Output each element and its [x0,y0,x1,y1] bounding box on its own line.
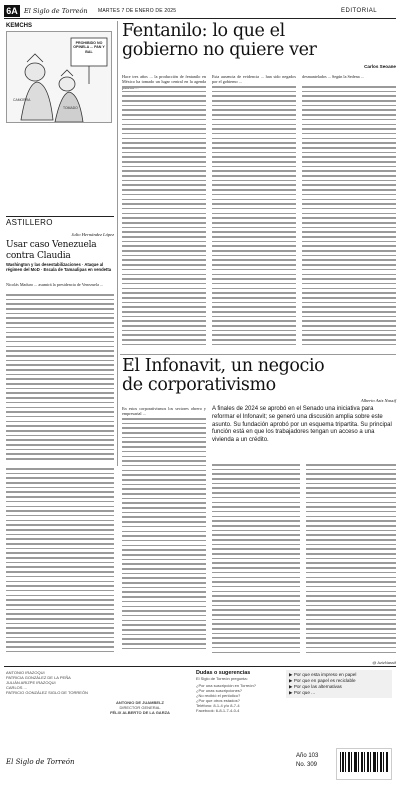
body-text: Esta ausencia de evidencia ... han sido negados por el gobierno ... [212,74,296,85]
section-rule [120,354,396,355]
recycling-text: Por que en papel es reciclable [293,678,356,683]
recycling-text: Por que las alternativas [293,684,342,689]
body-text-lines [122,418,206,654]
staff-name: ANTONIO IRAZOQUI [6,670,45,675]
article-author: Julio Hernández López [71,232,114,237]
contact-box [196,670,280,713]
body-text: desmantelados ... Según la Sedena ... [302,74,364,79]
article-body-column [6,282,114,294]
cartoon-sign-text: PROHIBIDO NO OPINELA ... PAN Y BAL [73,41,105,54]
issue-date: MARTES 7 DE ENERO DE 2025 [98,8,177,14]
column-divider [117,21,118,466]
contact-item: Teléfono: 8-1-4 y/o 8-7-4 [196,703,240,708]
staff-name: JULIÁN ARIZPE IRAZOQUI [6,680,56,685]
column-name-astillero: ASTILLERO [6,218,53,227]
recycling-item: ▶ Por que esta impreso en papel [289,672,357,677]
recycling-item: ▶ Por que en papel es reciclable [289,678,356,683]
title-line: El Infonavit, un negocio [122,356,325,376]
footer-rule [4,666,396,667]
article-deck: A finales de 2024 se aprobó en el Senado una iniciativa para reformar el Infonavit; se generó una discusión amplia sobre este asunto. Su fundación aprobó por un esquema tripartita. Su principal función está en que los trabajadores tengan un acceso a una vivienda a un crédito. [212,406,392,444]
body-text-lines [212,86,296,348]
recycling-box [286,670,392,698]
body-text-lines [6,294,114,464]
barcode [336,748,392,780]
recycling-text: Por que esta impreso en papel [293,672,357,677]
author-signature: @ AzizNassif [372,660,396,665]
section-label: EDITORIAL [341,8,378,14]
director-title: DIRECTOR GENERAL [119,705,161,710]
article-author: Carlos Seoane [364,64,396,69]
year-label: Año 103 [296,753,319,759]
body-text-lines [306,464,396,656]
title-line: Fentanilo: lo que el [122,21,285,41]
staff-name: PATRICIA GONZÁLEZ DE LA PEÑA [6,675,71,680]
cartoon-label-left: CAMORRA [13,98,31,102]
contact-item: ¿No recibió el periódico? [196,693,241,698]
barcode-icon [337,749,391,779]
staff-list [6,670,114,695]
contact-subtitle: El Siglo de Torreón pregunta: [196,676,248,681]
contact-title: Dudas o sugerencias [196,670,251,676]
recycling-item: ▶ Por que ... [289,690,316,695]
staff-name: PATRICIO GONZÁLEZ SIGLO DE TORREÓN [6,690,88,695]
body-text: Nicolás Maduro ... asumirá la presidencia de Venezuela ... [6,282,104,287]
header-rule [4,18,396,19]
editorial-cartoon [6,31,112,123]
contact-item: ¿Por una suscripción en Torreón? [196,683,256,688]
page-number: 6A [4,5,20,17]
cartoonist-name: KEMCHS [6,23,33,29]
staff-name: CARLOS ... [6,685,27,690]
footer-masthead: El Siglo de Torreón [6,758,75,766]
contact-item: Facebook: 6-8-1-7-4-0-4 [196,708,240,713]
masthead: El Siglo de Torreón [24,7,88,15]
article-title-infonavit [122,357,396,395]
founder-block [90,700,190,715]
body-text-lines [212,464,300,656]
recycling-text: Por que ... [293,690,316,695]
contact-item: ¿Por unas suscripciones? [196,688,243,693]
issue-label: No. 309 [296,762,318,768]
recycling-item: ▶ Por que las alternativas [289,684,342,689]
body-text-lines [6,468,114,658]
body-text: En estos corporativismos los sectores obrero y empresarial ... [122,406,206,417]
body-text-lines [122,86,206,348]
article-title-venezuela: Usar caso Venezuela contra Claudia [6,240,97,261]
title-line: de corporativismo [122,375,276,395]
title-line: gobierno no quiere ver [122,40,317,60]
founder-name: ANTONIO DE JUAMBELZ [116,700,164,705]
body-text-lines [302,86,396,348]
cartoon-label-right: TOMADO [63,106,78,110]
article-subhead: Washington y las desestabilizaciones · Ataque al régimen del MoD · Escala de Tamaulipas en vendetta [6,262,112,273]
contact-item: ¿Por que otros estados? [196,698,240,703]
article-author: Alberto Aziz Nassif [360,398,396,403]
section-rule [6,216,114,217]
director-name: FÉLIX ALBERTO DE LA GARZA [110,710,170,715]
article-title-fentanilo [122,22,396,60]
body-text: Hace tres años ... la producción de fentanilo en México ha tomado un lugar central en la agenda [122,74,206,85]
